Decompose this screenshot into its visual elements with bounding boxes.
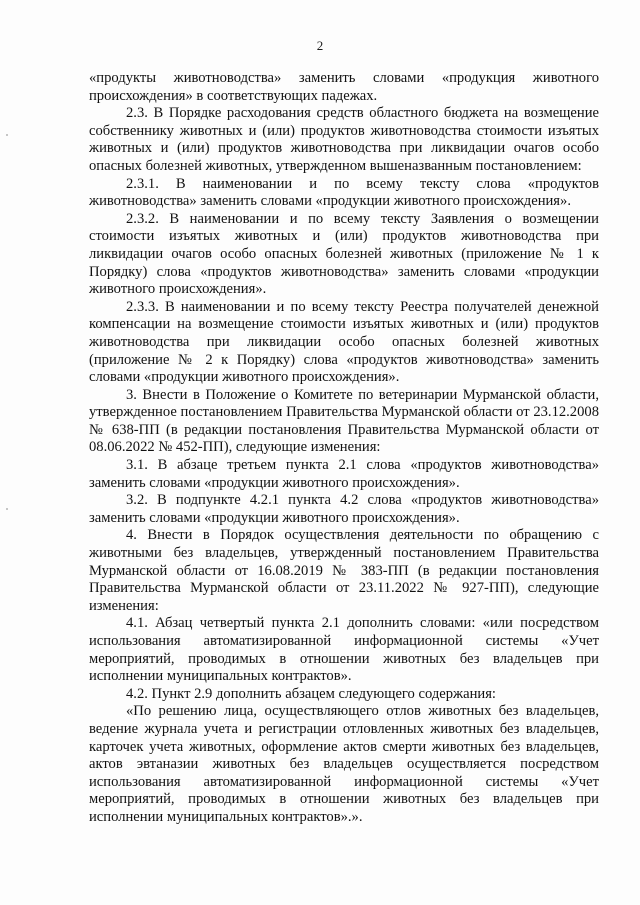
paragraph-2-3: 2.3. В Порядке расходования средств областного бюджета на возмещение собственнику животных и (или) продуктов животноводства стоимости изъятых животных и (или) продуктов животноводства при ликвидации очагов особо опасных болезней животных, утвержденном вышеназванным постановлением: <box>89 105 599 174</box>
paragraph-continuation: «продукты животноводства» заменить словами «продукция животного происхождения» в соответствующих падежах. <box>89 70 599 104</box>
document-body <box>89 70 599 827</box>
scan-speck <box>6 508 8 510</box>
scan-speck <box>6 134 8 136</box>
paragraph-4-1: 4.1. Абзац четвертый пункта 2.1 дополнить словами: «или посредством использования автоматизированной информационной системы «Учет мероприятий, проводимых в отношении животных без владельцев при исполнении муниципальных контрактов». <box>89 615 599 685</box>
paragraph-2-3-1: 2.3.1. В наименовании и по всему тексту слова «продуктов животноводства» заменить словами «продукции животного происхождения». <box>89 175 599 210</box>
paragraph-3-2: 3.2. В подпункте 4.2.1 пункта 4.2 слова «продуктов животноводства» заменить словами «продукции животного происхождения». <box>89 492 599 526</box>
paragraph-2-3-3: 2.3.3. В наименовании и по всему тексту Реестра получателей денежной компенсации на возмещение стоимости изъятых животных и (или) продуктов животноводства при ликвидации особо опасных болезней животных (приложение № 2 к Порядку) слова «продуктов животноводства» заменить словами «продукции животного происхождения». <box>89 298 599 386</box>
paragraph-3-1: 3.1. В абзаце третьем пункта 2.1 слова «продуктов животноводства» заменить словами «продукции животного происхождения». <box>89 457 599 491</box>
paragraph-4: 4. Внести в Порядок осуществления деятельности по обращению с животными без владельцев, утвержденный постановлением Правительства Мурманской области от 16.08.2019 № 383-ПП (в редакции постановления Правительства Мурманской области от 23.11.2022 № 927-ПП), следующие изменения: <box>89 527 599 614</box>
page-number: 2 <box>316 38 324 53</box>
paragraph-quoted-addition: «По решению лица, осуществляющего отлов животных без владельцев, ведение журнала учета и регистрации отловленных животных без владельцев, карточек учета животных, оформление актов смерти животных без владельцев, актов эвтаназии животных без владельцев осуществляется посредством использования автоматизированной информационной системы «Учет мероприятий, проводимых в отношении животных без владельцев при исполнении муниципальных контрактов».». <box>89 703 599 825</box>
paragraph-4-2: 4.2. Пункт 2.9 дополнить абзацем следующего содержания: <box>126 685 496 702</box>
paragraph-2-3-2: 2.3.2. В наименовании и по всему тексту Заявления о возмещении стоимости изъятых животных и (или) продуктов животноводства при ликвидации очагов особо опасных болезней животных (приложение № 1 к Порядку) слова «продуктов животноводства» заменить словами «продукции животного происхождения». <box>89 210 599 298</box>
paragraph-3: 3. Внести в Положение о Комитете по ветеринарии Мурманской области, утвержденное постановлением Правительства Мурманской области от 23.12.2008 № 638-ПП (в редакции постановления Правительства Мурманской области от 08.06.2022 № 452-ПП), следующие изменения: <box>89 386 599 456</box>
